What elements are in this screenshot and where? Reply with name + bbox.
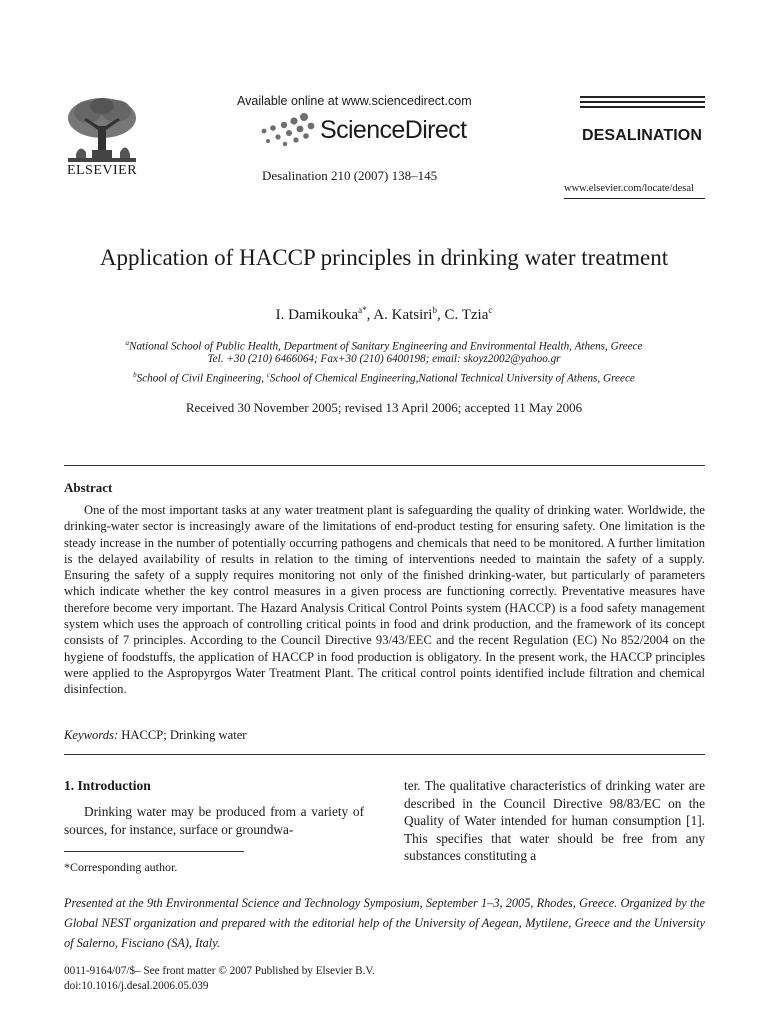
section-heading: 1. Introduction xyxy=(64,778,151,793)
affiliation-mark: c xyxy=(266,371,270,379)
publisher-name: ELSEVIER xyxy=(66,163,138,178)
journal-url-link[interactable]: www.elsevier.com/locate/desal xyxy=(564,183,694,194)
left-column-paragraph: Drinking water may be produced from a variety of sources, for instance, surface or groundwa- xyxy=(64,804,364,837)
article-title: Application of HACCP principles in drinking water treatment xyxy=(99,245,669,270)
affiliation-mark: a xyxy=(125,339,129,347)
sciencedirect-dots-icon xyxy=(258,112,318,148)
right-column-paragraph: ter. The qualitative characteristics of drinking water are described in the Council Directive 98/83/EC on the Quality of Water intended for human consumption [1]. This specifies that water should be free from any substances constituting a xyxy=(404,778,705,863)
keywords-line xyxy=(64,728,247,743)
front-matter xyxy=(64,964,375,994)
journal-citation: Desalination 210 (2007) 138–145 xyxy=(262,168,438,183)
sciencedirect-logo[interactable] xyxy=(258,110,466,150)
doi-line[interactable]: doi:10.1016/j.desal.2006.05.039 xyxy=(64,980,209,992)
url-underline-rule xyxy=(564,198,705,199)
received-dates: Received 30 November 2005; revised 13 April 2006; accepted 11 May 2006 xyxy=(185,400,583,415)
affiliation-mark: b xyxy=(133,371,137,379)
corresponding-author-footnote: *Corresponding author. xyxy=(64,860,178,874)
author-separator: , xyxy=(366,307,374,323)
affiliation-contact-text: Tel. +30 (210) 6466064; Fax+30 (210) 6400198; email: skoyz2002@yahoo.gr xyxy=(207,353,561,365)
author-list xyxy=(0,305,768,324)
author-affiliation-mark: b xyxy=(432,305,437,315)
affiliation-contact-line xyxy=(64,352,704,367)
affiliation-text: School of Chemical Engineering,National Technical University of Athens, Greece xyxy=(269,372,635,385)
author-name: A. Katsiri xyxy=(373,307,433,323)
presentation-note: Presented at the 9th Environmental Science and Technology Symposium, September 1–3, 2005, Rhodes, Greece. Organized by the Global NEST organization and prepared with the editorial help of the University of Aegean, Mytilene, Greece and the University of Salerno, Fisciano (SA), Italy. xyxy=(64,896,705,950)
abstract-body: One of the most important tasks at any water treatment plant is safeguarding the quality of drinking water. Worldwide, the drinking-water sector is increasingly aware of the limitations of end-product testing for ensuring safety. One limitation is the steady increase in the number of potentially occurring pathogens and chemicals that need to be monitored. A further limitation is the delayed availability of results in relation to the timing of interventions needed to maintain the safety of a supply. Ensuring the safety of a supply requires monitoring not only of the finished drinking-water, but particularly of parameters which indicate whether the key control measures in a given process are functioning correctly. Preventative measures have therefore become very important. The Hazard Analysis Critical Control Points system (HACCP) is a food safety management system which uses the approach of controlling critical points in food and drink production, and the framework of its concept consists of 7 principles. According to the Council Directive 93/43/EEC and the recent Regulation (EC) No 852/2004 on the hygiene of foodstuffs, the application of HACCP in food production is obligatory. In the present work, the HACCP principles were applied to the Aspropyrgos Water Treatment Plant. The critical control points identified include filtration and chemical disinfection. xyxy=(64,503,705,697)
issn-line: 0011-9164/07/$– See front matter © 2007 Published by Elsevier B.V. xyxy=(64,965,375,977)
journal-masthead-rules xyxy=(580,96,705,111)
abstract-bottom-rule xyxy=(64,754,705,755)
abstract-heading: Abstract xyxy=(64,480,113,495)
keywords-text: HACCP; Drinking water xyxy=(118,728,247,742)
sciencedirect-wordmark: ScienceDirect xyxy=(320,115,467,144)
author-name: I. Damikouka xyxy=(275,307,359,323)
affiliation-text: National School of Public Health, Department of Sanitary Engineering and Environmental Health, Athens, Greece xyxy=(128,340,643,353)
affiliation-text: School of Civil Engineering, xyxy=(136,372,267,385)
author-separator: , xyxy=(436,307,445,323)
author-affiliation-mark: c xyxy=(488,305,493,315)
abstract-top-rule xyxy=(64,465,705,466)
affiliation-line xyxy=(64,368,704,387)
keywords-label: Keywords: xyxy=(64,728,119,742)
author-name: C. Tzia xyxy=(444,307,489,323)
author-affiliation-mark: a* xyxy=(358,305,367,315)
journal-name: DESALINATION xyxy=(582,127,703,144)
footnote-rule xyxy=(64,851,244,852)
available-online-link[interactable]: Available online at www.sciencedirect.com xyxy=(237,94,472,108)
